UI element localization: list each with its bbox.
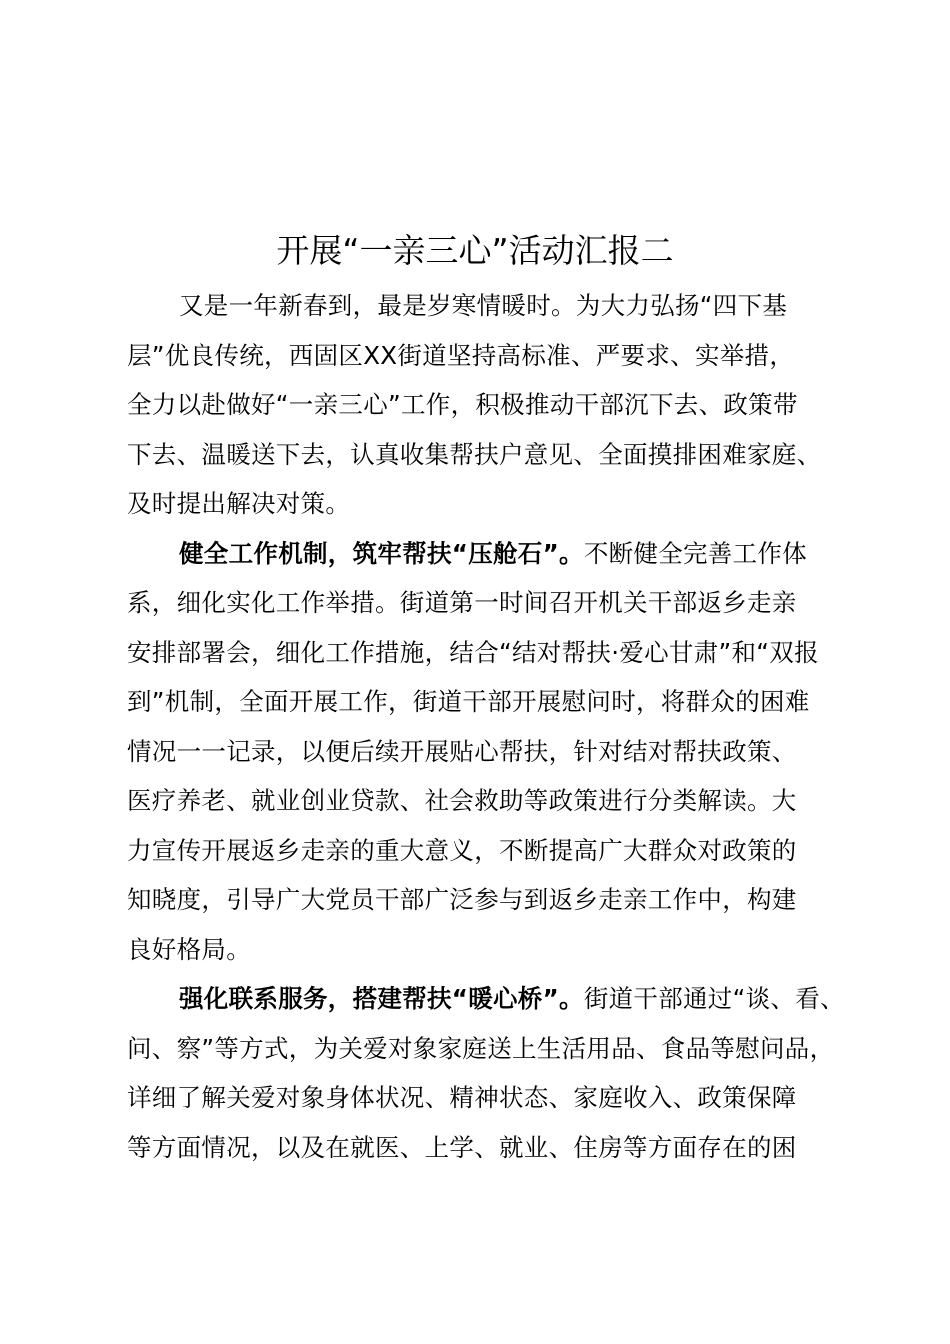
document-title: 开展“一亲三心”活动汇报二	[276, 231, 674, 270]
paragraph-line: 下去、温暖送下去，认真收集帮扶户意见、全面摸排困难家庭、	[127, 439, 822, 469]
paragraph-first-line	[127, 529, 867, 579]
paragraph-line: 全力以赴做好“一亲三心”工作，积极推动干部沉下去、政策带	[127, 390, 798, 419]
paragraph-line: 问、察”等方式，为关爱对象家庭送上生活用品、食品等慰问品，	[127, 1033, 835, 1063]
document-body	[127, 281, 867, 1172]
paragraph-line: 情况一一记录，以便后续开展贴心帮扶，针对结对帮扶政策、	[127, 736, 797, 766]
paragraph-line: 等方面情况，以及在就医、上学、就业、住房等方面存在的困	[127, 1132, 797, 1162]
section-heading: 健全工作机制，筑牢帮扶“压舱石”。	[179, 538, 584, 568]
paragraph-mechanism	[127, 529, 867, 975]
paragraph-first-line	[127, 974, 867, 1024]
paragraph-line-text: 街道干部通过“谈、看、	[583, 984, 845, 1013]
paragraph-line: 又是一年新春到，最是岁寒情暖时。为大力弘扬“四下基	[179, 291, 788, 320]
paragraph-line: 良好格局。	[127, 934, 251, 964]
paragraph-intro	[127, 281, 867, 529]
paragraph-line: 安排部署会，细化工作措施，结合“结对帮扶·爱心甘肃”和“双报	[127, 637, 819, 667]
section-heading: 强化联系服务，搭建帮扶“暖心桥”。	[179, 984, 584, 1013]
paragraph-line: 到”机制，全面开展工作，街道干部开展慰问时，将群众的困难	[127, 687, 810, 716]
paragraph-line: 及时提出解决对策。	[127, 489, 351, 518]
paragraph-service	[127, 974, 867, 1172]
paragraph-line: 详细了解关爱对象身体状况、精神状态、家庭收入、政策保障	[127, 1083, 797, 1112]
paragraph-line: 知晓度，引导广大党员干部广泛参与到返乡走亲工作中，构建	[127, 885, 797, 914]
paragraph-line: 医疗养老、就业创业贷款、社会救助等政策进行分类解读。大	[127, 786, 797, 815]
paragraph-line: 力宣传开展返乡走亲的重大意义，不断提高广大群众对政策的	[127, 835, 797, 865]
paragraph-line: 层”优良传统，西固区XX街道坚持高标准、严要求、实举措，	[127, 340, 795, 370]
paragraph-line-text: 不断健全完善工作体	[583, 538, 808, 568]
paragraph-line: 系，细化实化工作举措。街道第一时间召开机关干部返乡走亲	[127, 588, 797, 617]
